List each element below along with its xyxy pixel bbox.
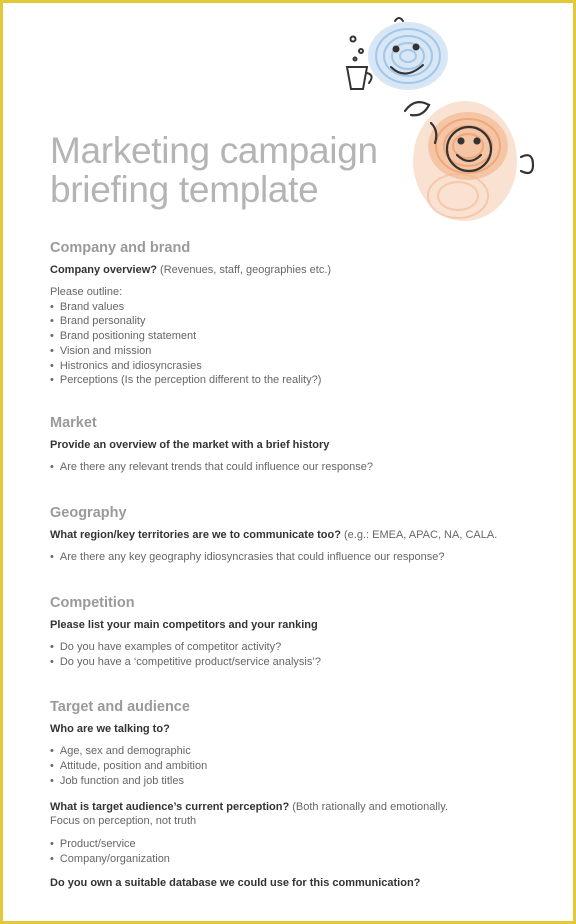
list-item: • Job function and job titles — [50, 774, 448, 789]
question-note: (Both rationally and emotionally. — [289, 801, 448, 814]
list-item: • Company/organization — [50, 852, 448, 867]
blue-fingerprint — [368, 22, 448, 90]
market-list — [50, 460, 373, 475]
list-item: • Vision and mission — [50, 344, 331, 359]
audience-list — [50, 744, 448, 788]
section-heading: Company and brand — [50, 240, 191, 256]
list-item: • Are there any relevant trends that could influence our response? — [50, 460, 373, 475]
question-text: What is target audience’s current perception? — [50, 801, 290, 814]
list-item: • Do you have a ‘competitive product/service analysis’? — [50, 655, 321, 670]
cup-doodle — [347, 37, 372, 90]
section-geography — [50, 504, 497, 565]
question-company-overview — [50, 263, 331, 277]
page-title-line-2: briefing template — [50, 169, 319, 210]
question-text: Company overview? — [50, 264, 157, 276]
question-note: (e.g.: EMEA, APAC, NA, CALA. — [340, 529, 498, 541]
question-competitors — [50, 618, 321, 632]
question-perception-continued: Focus on perception, not truth — [50, 815, 197, 828]
list-item: • Product/service — [50, 837, 448, 852]
list-item: • Age, sex and demographic — [50, 744, 448, 759]
section-company-brand — [50, 239, 331, 388]
question-text: Provide an overview of the market with a brief history — [50, 439, 330, 451]
list-item: • Brand personality — [50, 314, 331, 329]
question-territories — [50, 528, 497, 542]
geography-list — [50, 550, 497, 565]
page-title — [50, 131, 378, 209]
question-who — [50, 722, 448, 736]
section-heading: Competition — [50, 595, 135, 611]
list-item: • Are there any key geography idiosyncrasies that could influence our response? — [50, 550, 497, 565]
section-heading: Geography — [50, 505, 127, 521]
section-heading: Market — [50, 415, 97, 431]
page-title-line-1: Marketing campaign — [50, 130, 378, 171]
list-item: • Brand positioning statement — [50, 329, 331, 344]
list-item: • Brand values — [50, 300, 331, 315]
section-competition — [50, 594, 321, 670]
question-perception — [50, 800, 448, 814]
list-item: • Histronics and idiosyncrasies — [50, 359, 331, 374]
competition-list — [50, 640, 321, 670]
section-market — [50, 414, 373, 475]
list-item: • Attitude, position and ambition — [50, 759, 448, 774]
list-item: • Do you have examples of competitor activity? — [50, 640, 321, 655]
perception-list — [50, 837, 448, 867]
company-outline-list — [50, 300, 331, 389]
list-item: • Perceptions (Is the perception different to the reality?) — [50, 373, 331, 388]
section-heading: Target and audience — [50, 699, 190, 715]
question-text: Who are we talking to? — [50, 723, 170, 735]
question-market-overview — [50, 438, 373, 452]
outline-label: Please outline: — [50, 286, 123, 298]
question-text: What region/key territories are we to communicate too? — [50, 529, 341, 541]
section-target-audience — [50, 698, 448, 890]
question-note: (Revenues, staff, geographies etc.) — [156, 264, 332, 276]
question-database — [50, 876, 448, 890]
question-text: Please list your main competitors and your ranking — [50, 619, 318, 631]
question-text: Do you own a suitable database we could use for this communication? — [50, 877, 421, 890]
